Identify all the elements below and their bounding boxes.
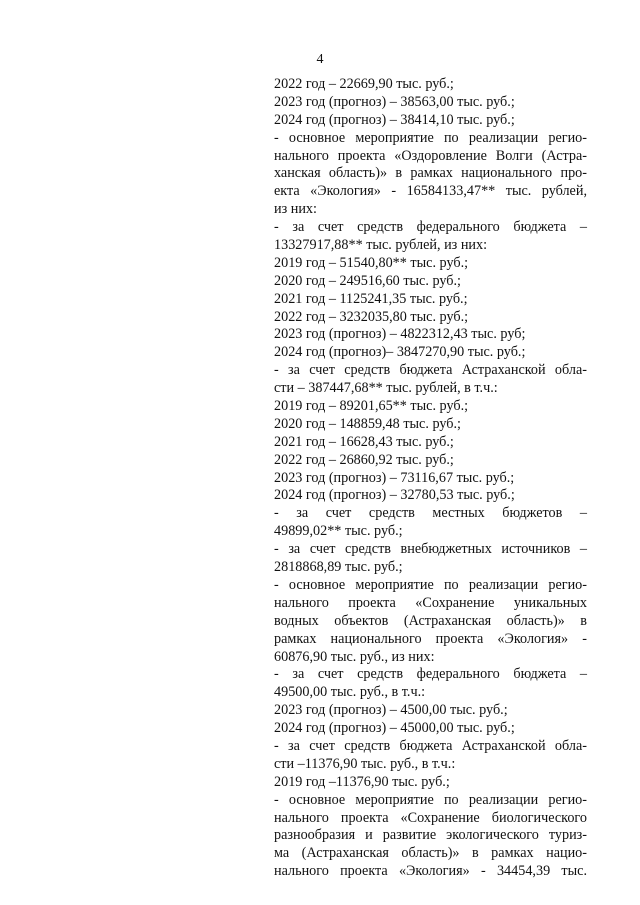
text-line: 2024 год (прогноз)– 3847270,90 тыс. руб.; [274, 344, 526, 361]
text-line: - за счет средств местных бюджетов – [274, 505, 587, 522]
text-line: - за счет средств федерального бюджета – [274, 219, 587, 236]
text-line: 2022 год – 22669,90 тыс. руб.; [274, 76, 454, 92]
text-line: нального проекта «Сохранение биологического [274, 809, 587, 826]
text-line: 2022 год – 3232035,80 тыс. руб.; [274, 308, 469, 325]
text-line: 2021 год – 16628,43 тыс. руб.; [274, 433, 454, 450]
text-line: нального проекта «Оздоровление Волги (Астра- [274, 147, 587, 164]
text-line: 2023 год (прогноз) – 4500,00 тыс. руб.; [274, 702, 508, 719]
text-line: 2022 год – 26860,92 тыс. руб.; [274, 451, 454, 468]
text-line: сти –11376,90 тыс. руб., в т.ч.: [274, 755, 456, 772]
text-line: из них: [274, 201, 317, 218]
text-line: - за счет средств федерального бюджета – [274, 666, 587, 683]
text-line: 2021 год – 1125241,35 тыс. руб.; [274, 290, 468, 307]
text-line: 2023 год (прогноз) – 73116,67 тыс. руб.; [274, 469, 515, 486]
document-body-text [274, 76, 587, 881]
text-line: 2024 год (прогноз) – 38414,10 тыс. руб.; [274, 111, 515, 128]
text-line: 2020 год – 148859,48 тыс. руб.; [274, 415, 461, 432]
text-line: разнообразия и развитие экологического туриз- [274, 827, 587, 844]
text-line: 2024 год (прогноз) – 45000,00 тыс. руб.; [274, 720, 515, 737]
text-line: ханская область)» в рамках национального про- [274, 165, 587, 182]
text-line: 49500,00 тыс. руб., в т.ч.: [274, 684, 426, 701]
text-line: - основное мероприятие по реализации регио- [274, 576, 587, 593]
page-number: 4 [316, 52, 324, 67]
text-line: 13327917,88** тыс. рублей, из них: [274, 237, 488, 254]
text-line: 60876,90 тыс. руб., из них: [274, 648, 435, 665]
text-line: - за счет средств бюджета Астраханской обла- [274, 737, 587, 754]
text-line: 2023 год (прогноз) – 4822312,43 тыс. руб; [274, 326, 526, 343]
text-line: 2023 год (прогноз) – 38563,00 тыс. руб.; [274, 93, 515, 110]
text-line: 2020 год – 249516,60 тыс. руб.; [274, 272, 461, 289]
text-line: - основное мероприятие по реализации регио- [274, 129, 587, 146]
text-line: 2019 год – 51540,80** тыс. руб.; [274, 254, 469, 271]
text-line: ма (Астраханская область)» в рамках нацио- [274, 845, 587, 862]
text-line: рамках национального проекта «Экология» - [274, 630, 587, 647]
text-line: 2019 год – 89201,65** тыс. руб.; [274, 398, 469, 415]
text-line: - основное мероприятие по реализации регио- [274, 791, 587, 808]
text-line: 2024 год (прогноз) – 32780,53 тыс. руб.; [274, 487, 515, 504]
text-line: - за счет средств внебюджетных источников – [274, 541, 587, 558]
text-line: 49899,02** тыс. руб.; [274, 523, 403, 540]
text-line: нального проекта «Сохранение уникальных [274, 594, 587, 611]
text-line: екта «Экология» - 16584133,47** тыс. рублей, [274, 183, 587, 200]
text-line: нального проекта «Экология» - 34454,39 тыс. [274, 863, 587, 880]
text-line: - за счет средств бюджета Астраханской обла- [274, 362, 587, 379]
text-line: 2818868,89 тыс. руб.; [274, 559, 403, 576]
text-line: 2019 год –11376,90 тыс. руб.; [274, 773, 450, 790]
text-line: сти – 387447,68** тыс. рублей, в т.ч.: [274, 380, 498, 397]
text-line: водных объектов (Астраханская область)» в [274, 612, 587, 629]
